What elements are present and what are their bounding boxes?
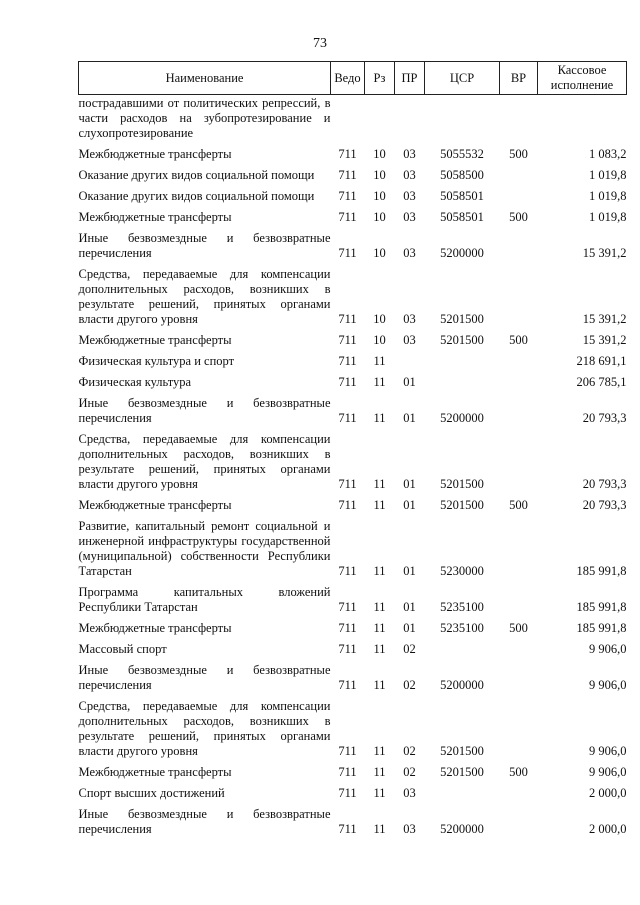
cell-pr: 02 <box>403 765 416 779</box>
table-row <box>79 519 627 579</box>
cell-csr: 5200000 <box>440 246 484 260</box>
cell-rz: 11 <box>373 678 386 692</box>
cell-csr: 5201500 <box>440 498 484 512</box>
cell-name: Межбюджетные трансферты <box>78 147 232 161</box>
header-rz: Рз <box>365 62 395 95</box>
table-row <box>79 95 627 142</box>
cell-amount: 1 019,8 <box>589 168 627 182</box>
cell-name: Иные безвозмездные и безвозвратные перечисления <box>78 807 331 836</box>
cell-csr: 5230000 <box>440 564 484 578</box>
cell-rz: 10 <box>373 246 386 260</box>
table-row <box>79 807 627 837</box>
cell-amount <box>538 95 627 142</box>
cell-ved <box>331 95 365 142</box>
header-vr: ВР <box>500 62 538 95</box>
cell-rz: 11 <box>373 744 386 758</box>
cell-ved: 711 <box>338 744 357 758</box>
table-row <box>79 231 627 261</box>
cell-pr: 02 <box>403 678 416 692</box>
cell-name: Развитие, капитальный ремонт социальной и инженерной инфраструктуры государственной (муниципальной) собственности Республики Татарстан <box>78 519 331 578</box>
cell-amount: 20 793,3 <box>582 498 627 512</box>
cell-rz: 10 <box>373 333 386 347</box>
cell-name: Спорт высших достижений <box>78 786 225 800</box>
table-body <box>79 95 627 838</box>
cell-vr <box>500 168 538 183</box>
cell-amount: 15 391,2 <box>582 333 627 347</box>
cell-vr: 500 <box>509 498 528 512</box>
cell-amount: 1 019,8 <box>589 210 627 224</box>
cell-name: Межбюджетные трансферты <box>78 210 232 224</box>
cell-name: Средства, передаваемые для компенсации дополнительных расходов, возникших в результате решений, принятых органами власти другого уровня <box>78 432 331 491</box>
cell-name: Оказание других видов социальной помощи <box>78 189 315 203</box>
cell-csr <box>425 375 500 390</box>
table-row <box>79 375 627 390</box>
cell-vr: 500 <box>509 147 528 161</box>
table-row <box>79 498 627 513</box>
cell-vr: 500 <box>509 333 528 347</box>
cell-rz: 10 <box>373 147 386 161</box>
cell-rz: 10 <box>373 189 386 203</box>
cell-pr: 01 <box>403 477 416 491</box>
cell-amount: 206 785,1 <box>576 375 627 389</box>
cell-amount: 185 991,8 <box>576 564 627 578</box>
cell-rz: 11 <box>373 765 386 779</box>
cell-csr: 5200000 <box>440 822 484 836</box>
cell-vr <box>500 585 538 615</box>
cell-vr <box>500 519 538 579</box>
cell-pr: 03 <box>403 312 416 326</box>
cell-csr <box>425 786 500 801</box>
cell-amount: 15 391,2 <box>582 312 627 326</box>
cell-name: Межбюджетные трансферты <box>78 333 232 347</box>
cell-vr: 500 <box>509 621 528 635</box>
cell-amount: 20 793,3 <box>582 477 627 491</box>
table-row <box>79 354 627 369</box>
cell-vr <box>500 354 538 369</box>
cell-pr: 03 <box>403 147 416 161</box>
cell-pr <box>395 354 425 369</box>
cell-csr <box>425 95 500 142</box>
table-row <box>79 786 627 801</box>
cell-amount: 1 083,2 <box>589 147 627 161</box>
cell-rz <box>365 95 395 142</box>
table-row <box>79 210 627 225</box>
cell-rz: 11 <box>373 621 386 635</box>
cell-amount: 2 000,0 <box>589 822 627 836</box>
table-row <box>79 663 627 693</box>
cell-csr: 5235100 <box>440 600 484 614</box>
cell-pr: 01 <box>403 621 416 635</box>
cell-ved: 711 <box>338 411 357 425</box>
cell-amount: 185 991,8 <box>576 621 627 635</box>
cell-vr <box>500 95 538 142</box>
cell-ved: 711 <box>338 246 357 260</box>
cell-rz: 11 <box>373 354 386 368</box>
cell-pr: 03 <box>403 822 416 836</box>
cell-ved: 711 <box>338 678 357 692</box>
table-row <box>79 699 627 759</box>
cell-pr: 01 <box>403 375 416 389</box>
cell-rz: 11 <box>373 477 386 491</box>
cell-ved: 711 <box>338 564 357 578</box>
cell-ved: 711 <box>338 642 357 656</box>
cell-ved: 711 <box>338 147 357 161</box>
cell-name: Иные безвозмездные и безвозвратные перечисления <box>78 396 331 425</box>
cell-rz: 11 <box>373 642 386 656</box>
cell-vr <box>500 267 538 327</box>
cell-ved: 711 <box>338 786 357 800</box>
cell-pr: 01 <box>403 498 416 512</box>
cell-amount: 20 793,3 <box>582 411 627 425</box>
cell-ved: 711 <box>338 600 357 614</box>
cell-ved: 711 <box>338 333 357 347</box>
cell-amount: 2 000,0 <box>589 786 627 800</box>
table-row <box>79 621 627 636</box>
cell-name: Средства, передаваемые для компенсации дополнительных расходов, возникших в результате решений, принятых органами власти другого уровня <box>78 699 331 758</box>
cell-name: Программа капитальных вложений Республики Татарстан <box>78 585 331 614</box>
cell-name: Иные безвозмездные и безвозвратные перечисления <box>78 231 331 260</box>
cell-csr: 5058501 <box>440 210 484 224</box>
cell-csr: 5201500 <box>440 744 484 758</box>
header-amount: Кассовое исполнение <box>538 62 627 95</box>
cell-csr: 5201500 <box>440 765 484 779</box>
table-row <box>79 189 627 204</box>
table-row <box>79 585 627 615</box>
cell-csr: 5201500 <box>440 312 484 326</box>
cell-rz: 10 <box>373 168 386 182</box>
cell-name: Средства, передаваемые для компенсации дополнительных расходов, возникших в результате решений, принятых органами власти другого уровня <box>78 267 331 326</box>
table-row <box>79 267 627 327</box>
table-row <box>79 765 627 780</box>
cell-vr <box>500 396 538 426</box>
cell-amount: 9 906,0 <box>589 642 627 656</box>
cell-pr: 02 <box>403 642 416 656</box>
table-row <box>79 642 627 657</box>
cell-name: Межбюджетные трансферты <box>78 498 232 512</box>
cell-pr: 02 <box>403 744 416 758</box>
cell-vr <box>500 699 538 759</box>
cell-vr <box>500 642 538 657</box>
cell-vr <box>500 786 538 801</box>
cell-vr: 500 <box>509 765 528 779</box>
cell-ved: 711 <box>338 765 357 779</box>
cell-vr <box>500 432 538 492</box>
cell-csr <box>425 354 500 369</box>
cell-pr: 01 <box>403 411 416 425</box>
table-row <box>79 168 627 183</box>
cell-amount: 1 019,8 <box>589 189 627 203</box>
cell-csr <box>425 642 500 657</box>
cell-csr: 5201500 <box>440 477 484 491</box>
header-csr: ЦСР <box>425 62 500 95</box>
cell-rz: 11 <box>373 375 386 389</box>
cell-name: Оказание других видов социальной помощи <box>78 168 315 182</box>
cell-name: Физическая культура и спорт <box>78 354 235 368</box>
budget-table <box>78 61 627 837</box>
cell-csr: 5201500 <box>440 333 484 347</box>
cell-ved: 711 <box>338 312 357 326</box>
cell-amount: 185 991,8 <box>576 600 627 614</box>
header-name: Наименование <box>79 62 331 95</box>
table-row <box>79 432 627 492</box>
cell-ved: 711 <box>338 375 357 389</box>
cell-pr: 03 <box>403 210 416 224</box>
cell-vr <box>500 375 538 390</box>
header-ved: Ведо <box>331 62 365 95</box>
cell-rz: 11 <box>373 411 386 425</box>
cell-name: пострадавшими от политических репрессий, в части расходов на зубопротезирование и слухопротезирование <box>78 96 331 140</box>
cell-vr <box>500 663 538 693</box>
table-row <box>79 333 627 348</box>
cell-vr <box>500 189 538 204</box>
cell-ved: 711 <box>338 621 357 635</box>
cell-ved: 711 <box>338 354 357 368</box>
cell-name: Межбюджетные трансферты <box>78 621 232 635</box>
cell-csr: 5200000 <box>440 411 484 425</box>
cell-ved: 711 <box>338 168 357 182</box>
cell-vr: 500 <box>509 210 528 224</box>
cell-amount: 9 906,0 <box>589 765 627 779</box>
cell-pr: 01 <box>403 564 416 578</box>
cell-name: Межбюджетные трансферты <box>78 765 232 779</box>
cell-rz: 11 <box>373 822 386 836</box>
cell-csr: 5058501 <box>440 189 484 203</box>
cell-pr <box>395 95 425 142</box>
cell-rz: 11 <box>373 600 386 614</box>
cell-ved: 711 <box>338 210 357 224</box>
cell-csr: 5200000 <box>440 678 484 692</box>
cell-rz: 10 <box>373 210 386 224</box>
cell-rz: 10 <box>373 312 386 326</box>
cell-pr: 03 <box>403 333 416 347</box>
cell-csr: 5235100 <box>440 621 484 635</box>
cell-rz: 11 <box>373 786 386 800</box>
header-pr: ПР <box>395 62 425 95</box>
cell-ved: 711 <box>338 477 357 491</box>
cell-amount: 15 391,2 <box>582 246 627 260</box>
cell-pr: 03 <box>403 189 416 203</box>
cell-pr: 03 <box>403 168 416 182</box>
cell-vr <box>500 807 538 837</box>
cell-rz: 11 <box>373 498 386 512</box>
cell-ved: 711 <box>338 498 357 512</box>
cell-csr: 5055532 <box>440 147 484 161</box>
table-row <box>79 147 627 162</box>
cell-amount: 218 691,1 <box>576 354 627 368</box>
table-header-row <box>79 62 627 95</box>
cell-pr: 03 <box>403 246 416 260</box>
cell-vr <box>500 231 538 261</box>
cell-pr: 01 <box>403 600 416 614</box>
cell-name: Физическая культура <box>78 375 192 389</box>
table-row <box>79 396 627 426</box>
cell-ved: 711 <box>338 822 357 836</box>
cell-csr: 5058500 <box>440 168 484 182</box>
cell-amount: 9 906,0 <box>589 678 627 692</box>
cell-name: Массовый спорт <box>78 642 167 656</box>
cell-pr: 03 <box>403 786 416 800</box>
cell-name: Иные безвозмездные и безвозвратные перечисления <box>78 663 331 692</box>
page-number: 73 <box>313 36 327 51</box>
cell-ved: 711 <box>338 189 357 203</box>
cell-amount: 9 906,0 <box>589 744 627 758</box>
cell-rz: 11 <box>373 564 386 578</box>
